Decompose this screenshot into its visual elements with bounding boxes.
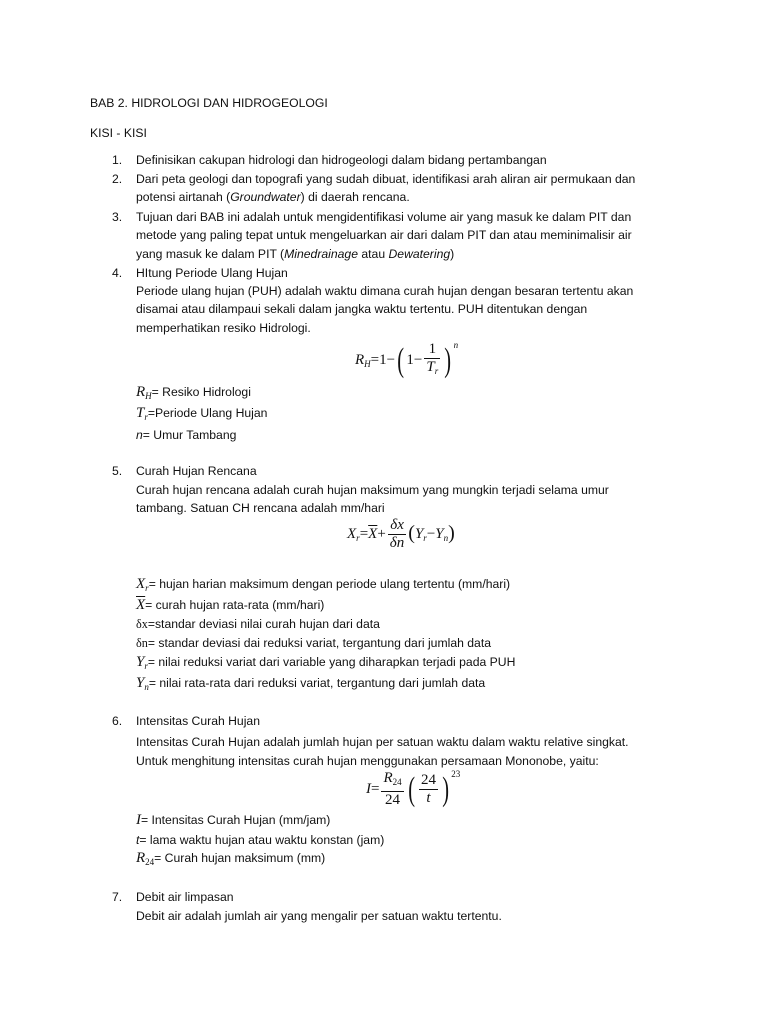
formula-subscript: r [145, 583, 149, 593]
text-run: ) di daerah rencana. [300, 190, 410, 204]
section-title: Intensitas Curah Hujan [136, 714, 260, 728]
formula-symbol: Y [414, 525, 424, 542]
left-paren-glyph: ( [407, 770, 415, 808]
definition-line [136, 426, 236, 445]
definition-line [136, 596, 324, 615]
formula-symbol: $\overline{X}$ [136, 597, 146, 613]
definition-text: = lama waktu hujan atau waktu konstan (jam) [139, 833, 385, 847]
definition-text: = hujan harian maksimum dengan periode ulang tertentu (mm/hari) [148, 577, 511, 591]
list-number: 4. [112, 266, 123, 280]
paragraph-line: Periode ulang hujan (PUH) adalah waktu dimana curah hujan dengan besaran tertentu akan [136, 284, 634, 298]
formula-symbol: Y [136, 675, 145, 691]
formula-symbol: Y [435, 525, 444, 542]
formula-symbol: R [355, 352, 365, 368]
text-run: potensi airtanah ( [136, 190, 231, 204]
text-run: yang masuk ke dalam PIT ( [136, 247, 285, 261]
paragraph-line: Debit air adalah jumlah air yang mengalir per satuan waktu tertentu. [136, 909, 502, 923]
definition-text: = nilai reduksi variat dari variable yang diharapkan terjadi pada PUH [147, 655, 516, 669]
left-paren-glyph: ( [397, 341, 405, 379]
paragraph-line: tambang. Satuan CH rencana adalah mm/hari [136, 501, 385, 515]
formula-subscript: H [145, 391, 152, 401]
right-paren-glyph: ) [448, 521, 455, 544]
list-number: 5. [112, 464, 123, 478]
formula-symbol: δx [136, 617, 148, 631]
definition-line [136, 404, 267, 427]
formula-subscript: r [144, 412, 148, 422]
list-number: 1. [112, 153, 123, 167]
definition-text: = Resiko Hidrologi [151, 385, 251, 399]
formula-symbol: I [136, 812, 141, 828]
paragraph-line: disamai atau dilampaui sekali dalam jangka waktu tertentu. PUH ditentukan dengan [136, 302, 588, 316]
formula-design-rainfall [347, 517, 455, 552]
text-run-italic: Minedrainage [284, 247, 358, 261]
definition-line [136, 383, 251, 406]
list-number: 3. [112, 210, 123, 224]
fraction [388, 517, 406, 552]
formula-symbol: δn [136, 636, 148, 650]
fraction-denominator: t [426, 790, 431, 807]
fraction-numerator: 1 [424, 341, 440, 359]
formula-symbol: T [426, 359, 435, 376]
section-title: Debit air limpasan [136, 890, 234, 904]
formula-risk [355, 336, 458, 380]
formula-symbol: t [136, 833, 140, 847]
paragraph-line: Untuk menghitung intensitas curah hujan menggunakan persamaan Mononobe, yaitu: [136, 754, 599, 768]
formula-subscript: 24 [392, 777, 402, 788]
definition-line [136, 811, 330, 830]
formula-intensity [366, 765, 460, 809]
text-run: ) [450, 247, 455, 261]
fraction [381, 770, 403, 809]
formula-symbol: Y [136, 654, 145, 670]
definition-text: = curah hujan rata-rata (mm/hari) [145, 598, 325, 612]
fraction [419, 772, 438, 807]
chapter-heading: BAB 2. HIDROLOGI DAN HIDROGEOLOGI [90, 96, 328, 110]
definition-line [136, 653, 515, 676]
formula-subscript: 24 [145, 857, 155, 867]
list-item-text: metode yang paling tepat untuk mengeluarkan air dari dalam PIT dan atau meminimalisir air [136, 228, 632, 242]
left-paren-glyph: ( [408, 521, 415, 544]
section-subheading: KISI - KISI [90, 126, 147, 140]
formula-exponent: n [453, 340, 459, 350]
list-item-text: Tujuan dari BAB ini adalah untuk mengidentifikasi volume air yang masuk ke dalam PIT dan [136, 210, 632, 224]
fraction-numerator: δx [388, 517, 406, 535]
formula-symbol: X [347, 525, 357, 542]
formula-exponent: 23 [451, 769, 461, 779]
text-run-italic: Dewatering [388, 247, 451, 261]
fraction-numerator: 24 [420, 772, 436, 789]
formula-symbol: I [366, 781, 371, 797]
formula-operator: =1− [370, 352, 396, 368]
definition-line [136, 849, 325, 872]
formula-subscript: n [144, 682, 149, 692]
definition-line [136, 674, 485, 697]
formula-operator: − [426, 525, 436, 542]
definition-text: =Periode Ulang Hujan [147, 406, 268, 420]
formula-subscript: H [364, 359, 371, 369]
definition-line [136, 575, 510, 598]
fraction-denominator: δn [389, 535, 405, 551]
list-item-text: Dari peta geologi dan topografi yang sudah dibuat, identifikasi arah aliran air permukaan dan [136, 172, 636, 186]
formula-subscript: r [144, 661, 148, 671]
formula-operator: + [377, 525, 386, 542]
list-number: 7. [112, 890, 123, 904]
definition-text: = Umur Tambang [142, 428, 237, 442]
definition-text: = nilai rata-rata dari reduksi variat, tergantung dari jumlah data [148, 676, 486, 690]
right-paren-glyph: ) [442, 770, 450, 808]
definition-line [136, 615, 380, 634]
formula-operator: = [371, 781, 380, 797]
formula-symbol: $\overline{X}$ [368, 525, 378, 542]
definition-text: = Intensitas Curah Hujan (mm/jam) [141, 813, 331, 827]
formula-subscript: r [356, 532, 360, 543]
formula-subscript: r [423, 532, 427, 543]
fraction [424, 341, 440, 380]
definition-text: = standar deviasi dai reduksi variat, tergantung dari jumlah data [147, 636, 491, 650]
formula-symbol: R [136, 384, 146, 400]
list-item-text [136, 245, 454, 264]
paragraph-line: memperhatikan resiko Hidrologi. [136, 321, 311, 335]
definition-text: =standar deviasi nilai curah hujan dari data [147, 617, 380, 631]
fraction-denominator: 24 [385, 792, 401, 809]
formula-operator: 1− [406, 352, 423, 368]
paragraph-line: Intensitas Curah Hujan adalah jumlah hujan per satuan waktu dalam waktu relative singkat. [136, 735, 629, 749]
formula-symbol: n [136, 428, 143, 442]
right-paren-glyph: ) [444, 341, 452, 379]
formula-symbol: T [136, 405, 145, 421]
text-run-italic: Groundwater [230, 190, 301, 204]
formula-symbol: R [136, 850, 146, 866]
section-title: HItung Periode Ulang Hujan [136, 266, 288, 280]
formula-symbol: X [136, 576, 146, 592]
list-item-text: Definisikan cakupan hidrologi dan hidrogeologi dalam bidang pertambangan [136, 153, 547, 167]
formula-subscript: n [443, 532, 449, 543]
fraction-denominator [424, 359, 440, 380]
list-number: 6. [112, 714, 123, 728]
list-item-text [136, 188, 410, 207]
formula-subscript: r [434, 366, 439, 377]
section-title: Curah Hujan Rencana [136, 464, 257, 478]
formula-operator: = [359, 525, 369, 542]
fraction-numerator [381, 770, 403, 792]
list-number: 2. [112, 172, 123, 186]
definition-line [136, 634, 491, 653]
text-run: atau [357, 247, 389, 261]
definition-text: = Curah hujan maksimum (mm) [154, 851, 326, 865]
formula-symbol: R [383, 770, 393, 787]
paragraph-line: Curah hujan rencana adalah curah hujan maksimum yang mungkin terjadi selama umur [136, 483, 609, 497]
definition-line [136, 831, 384, 850]
